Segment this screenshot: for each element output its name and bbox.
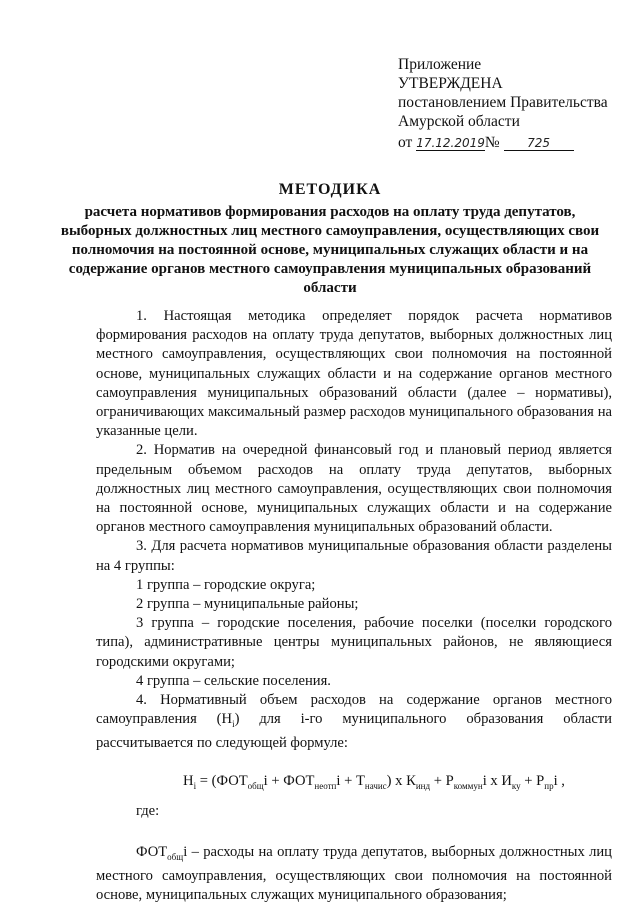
- document-title: [60, 180, 600, 298]
- handwritten-date: 17.12.2019: [416, 136, 485, 150]
- title-subtitle: расчета нормативов формирования расходов на оплату труда депутатов, выборных должностных лиц местного самоуправления, осуществляющих свои полномочия на постоянной основе, муниципальных служащих области и на содержание органов местного самоуправления муниципальных образований области: [60, 204, 600, 296]
- approval-block: [398, 55, 628, 152]
- formula-sub: инд: [415, 780, 431, 791]
- appendix-label: Приложение: [398, 56, 482, 73]
- p4-sub: i: [232, 719, 235, 730]
- formula-part: i ,: [553, 772, 565, 789]
- title-main: МЕТОДИКА: [278, 181, 382, 198]
- def-text: – расходы на оплату труда депутатов, выборных должностных лиц местного самоуправления, осуществляющих свои полномочия на постоянной основе, муниципальных служащих муниципального образования;: [96, 843, 612, 904]
- p4-text-b: ) для i-го муниципального образования области рассчитывается по следующей формуле:: [96, 711, 612, 752]
- resolution-label: постановлением Правительства: [398, 94, 608, 111]
- def-term: ФОТ: [136, 843, 168, 860]
- group-4-item: 4 группа – сельские поселения.: [136, 672, 331, 689]
- formula-sub: ку: [511, 780, 521, 791]
- formula-sub: неотп: [314, 780, 337, 791]
- paragraph-3: 3. Для расчета нормативов муниципальные образования области разделены на 4 группы:: [96, 538, 612, 574]
- formula-sub: начис: [364, 780, 387, 791]
- formula-h-sub: i: [193, 780, 197, 791]
- paragraph-2: 2. Норматив на очередной финансовый год и плановый период является предельным объемом расходов на оплату труда депутатов, выборных должностных лиц местного самоуправления, осуществляющих свои полномочия на постоянной основе, муниципальных служащих области и на содержание органов местного самоуправления муниципальных образований области.: [96, 442, 612, 536]
- p4-text-a: 4. Нормативный объем расходов на содержание органов местного самоуправления (Н: [96, 692, 612, 728]
- formula-h: Н: [183, 772, 194, 789]
- region-label: Амурской области: [398, 113, 520, 130]
- date-number-line: [398, 133, 628, 152]
- formula-part: i + ФОТ: [263, 772, 315, 789]
- group-2-item: 2 группа – муниципальные районы;: [136, 596, 359, 613]
- formula-sub: коммун: [453, 780, 483, 791]
- group-3-item: 3 группа – городские поселения, рабочие поселки (поселки городского типа), административные центры муниципальных районов, не являющиеся городскими округами;: [96, 615, 612, 670]
- def-sub: общ: [167, 851, 184, 862]
- approved-label: УТВЕРЖДЕНА: [398, 75, 503, 92]
- def-i: i: [183, 843, 188, 860]
- definition-fot: [96, 843, 612, 905]
- formula-sub: общ: [247, 780, 264, 791]
- formula-part: i + Т: [336, 772, 365, 789]
- paragraph-1: 1. Настоящая методика определяет порядок расчета нормативов формирования расходов на оплату труда депутатов, выборных должностных лиц местного самоуправления, осуществляющих свои полномочия на постоянной основе, муниципальных служащих области и на содержание органов местного самоуправления муниципальных образований области (далее – нормативы), ограничивающих максимальный размер расходов муниципального образования на указанные цели.: [96, 308, 612, 440]
- handwritten-number: 725: [504, 136, 574, 151]
- formula: [96, 772, 612, 796]
- formula-part: ) х К: [386, 772, 416, 789]
- group-1-item: 1 группа – городские округа;: [136, 576, 316, 593]
- document-body: [96, 307, 612, 905]
- number-sign: №: [484, 134, 500, 151]
- formula-part: i х И: [482, 772, 512, 789]
- date-prefix: от: [398, 134, 413, 151]
- formula-sub: пр: [544, 780, 554, 791]
- formula-part: + Р: [430, 772, 454, 789]
- formula-part: + Р: [520, 772, 545, 789]
- formula-part: = (ФОТ: [196, 772, 248, 789]
- where-label: где:: [136, 802, 160, 819]
- paragraph-4: [96, 691, 612, 754]
